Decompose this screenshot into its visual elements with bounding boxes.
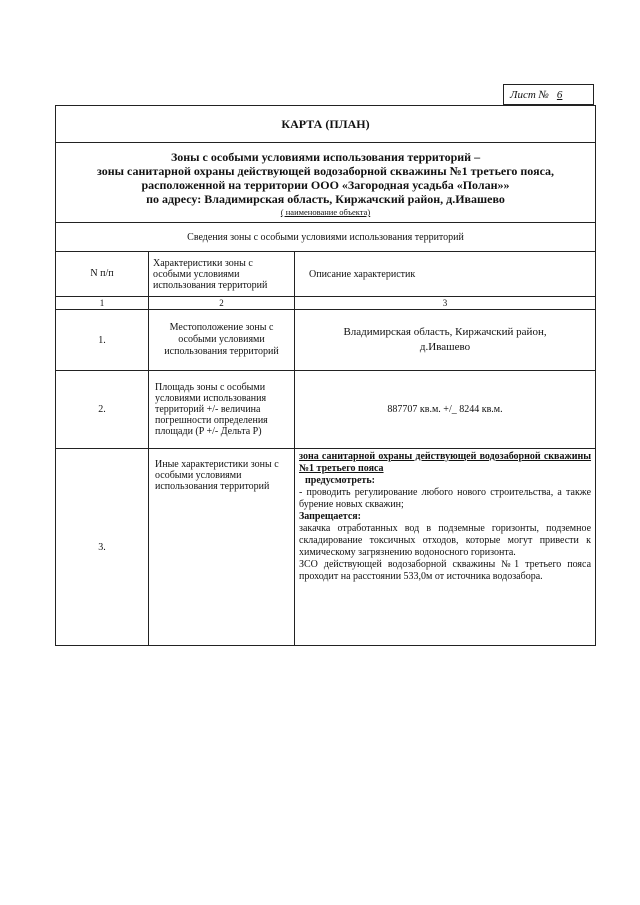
- row-description: [295, 310, 596, 371]
- column-number: 1: [56, 297, 149, 310]
- row-number: 3.: [56, 449, 149, 646]
- table-row: [56, 310, 596, 371]
- header-n: N п/п: [56, 252, 149, 297]
- header-description: Описание характеристик: [295, 252, 596, 297]
- document-title: КАРТА (ПЛАН): [56, 106, 596, 143]
- header-characteristics: Характеристики зоны с особыми условиями использования территорий: [149, 252, 295, 297]
- row-characteristic: Иные характеристики зоны с особыми условиями использования территорий: [149, 449, 295, 646]
- sheet-number: 6: [556, 88, 563, 101]
- sheet-label: Лист №: [510, 88, 549, 101]
- zone-name: зона санитарной охраны действующей водозаборной скважины №1 третьего пояса: [299, 451, 592, 474]
- subtitle-line: Зоны с особыми условиями использования территорий –: [170, 150, 481, 164]
- column-number: 3: [295, 297, 596, 310]
- table-row: [56, 449, 596, 646]
- row-description: [295, 449, 596, 646]
- forbidden-label: Запрещается:: [299, 511, 362, 522]
- provide-label: предусмотреть:: [305, 475, 375, 486]
- location-text: Владимирская область, Киржачский район, д.Ивашево: [343, 326, 547, 353]
- row-number: 2.: [56, 371, 149, 449]
- area-value: 887707 кв.м. +/_ 8244 кв.м.: [295, 371, 596, 449]
- subtitle-line: зоны санитарной охраны действующей водозаборной скважины №1 третьего пояса,: [96, 164, 555, 178]
- object-name-caption: ( наименование объекта): [280, 207, 371, 217]
- section-title: Сведения зоны с особыми условиями использования территорий: [56, 223, 596, 252]
- distance-text: ЗСО действующей водозаборной скважины №1 третьего пояса проходит на расстоянии 533,0м от источника водозабора.: [299, 559, 592, 582]
- provide-text: - проводить регулирование любого нового строительства, а также бурение новых скважин;: [299, 487, 592, 510]
- table-row: [56, 371, 596, 449]
- document-table: [55, 105, 596, 646]
- row-characteristic: Местоположение зоны с особыми условиями использования территорий: [149, 310, 295, 371]
- subtitle-line: по адресу: Владимирская область, Киржачский район, д.Ивашево: [146, 192, 505, 206]
- forbidden-text: закачка отработанных вод в подземные горизонты, подземное складирование токсичных отходов, которые могут привести к химическому загрязнению водоносного горизонта.: [299, 523, 592, 558]
- object-name-block: [56, 143, 596, 223]
- sheet-number-box: [503, 84, 594, 105]
- column-number: 2: [149, 297, 295, 310]
- row-characteristic: Площадь зоны с особыми условиями использования территорий +/- величина погрешности определения площади (P +/- Дельта P): [149, 371, 295, 449]
- subtitle-line: расположенной на территории ООО «Загородная усадьба «Полан»»: [141, 178, 510, 192]
- row-number: 1.: [56, 310, 149, 371]
